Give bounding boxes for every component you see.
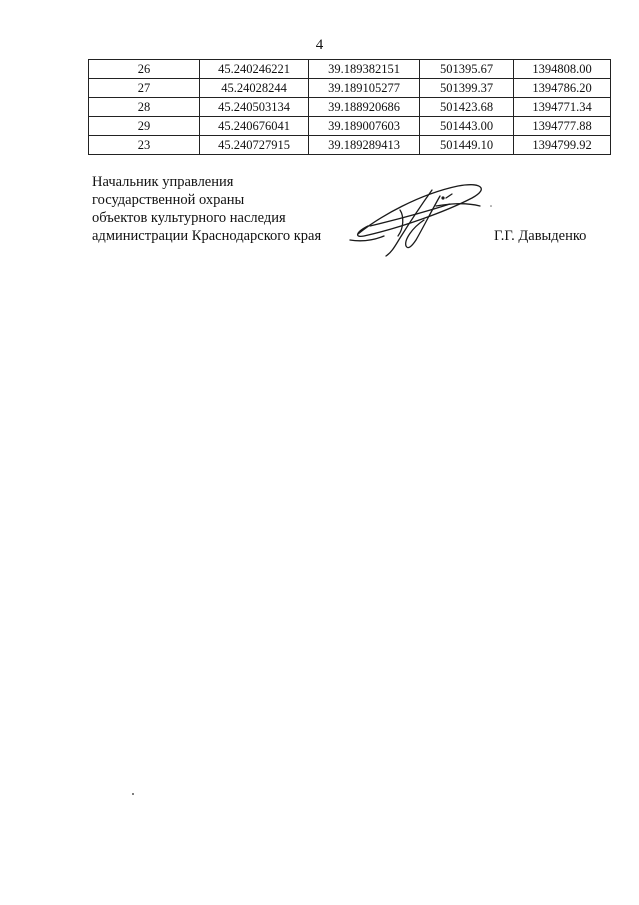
handwritten-signature-icon <box>340 176 500 262</box>
latitude-cell: 45.240503134 <box>200 98 309 117</box>
signer-name: Г.Г. Давыденко <box>494 228 587 244</box>
y-coordinate-cell: 1394799.92 <box>514 136 611 155</box>
point-number-cell: 27 <box>89 79 200 98</box>
signatory-title-line: государственной охраны <box>92 192 245 208</box>
scan-speck <box>132 793 134 795</box>
point-number-cell: 23 <box>89 136 200 155</box>
longitude-cell: 39.189105277 <box>309 79 420 98</box>
table-row <box>89 117 611 136</box>
y-coordinate-cell: 1394808.00 <box>514 60 611 79</box>
y-coordinate-cell: 1394777.88 <box>514 117 611 136</box>
y-coordinate-cell: 1394786.20 <box>514 79 611 98</box>
table-row <box>89 136 611 155</box>
signatory-title-block <box>92 173 321 245</box>
x-coordinate-cell: 501449.10 <box>420 136 514 155</box>
latitude-cell: 45.240676041 <box>200 117 309 136</box>
x-coordinate-cell: 501399.37 <box>420 79 514 98</box>
point-number-cell: 28 <box>89 98 200 117</box>
latitude-cell: 45.240246221 <box>200 60 309 79</box>
table-row <box>89 60 611 79</box>
point-number-cell: 26 <box>89 60 200 79</box>
point-number-cell: 29 <box>89 117 200 136</box>
signatory-title-line: администрации Краснодарского края <box>92 228 322 244</box>
table-row <box>89 98 611 117</box>
x-coordinate-cell: 501423.68 <box>420 98 514 117</box>
longitude-cell: 39.189382151 <box>309 60 420 79</box>
latitude-cell: 45.240727915 <box>200 136 309 155</box>
signatory-title-line: Начальник управления <box>92 174 234 190</box>
x-coordinate-cell: 501443.00 <box>420 117 514 136</box>
x-coordinate-cell: 501395.67 <box>420 60 514 79</box>
page-number: 4 <box>315 37 324 53</box>
table-row <box>89 79 611 98</box>
coordinates-table <box>88 59 611 155</box>
longitude-cell: 39.189289413 <box>309 136 420 155</box>
longitude-cell: 39.188920686 <box>309 98 420 117</box>
longitude-cell: 39.189007603 <box>309 117 420 136</box>
latitude-cell: 45.24028244 <box>200 79 309 98</box>
signatory-title-line: объектов культурного наследия <box>92 210 286 226</box>
y-coordinate-cell: 1394771.34 <box>514 98 611 117</box>
